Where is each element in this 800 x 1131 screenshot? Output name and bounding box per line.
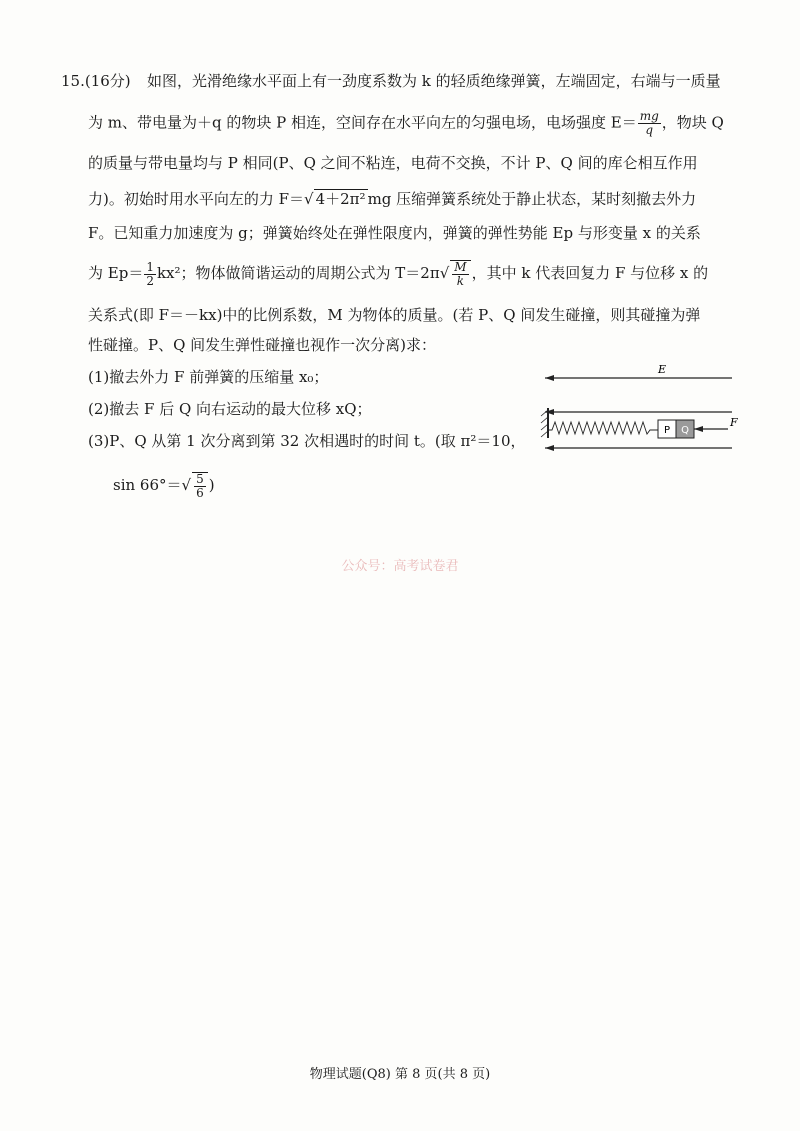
question-line-4: 力)。初始时用水平向左的力 F＝√ 4＋2π² mg 压缩弹簧系统处于静止状态，某时刻撤去外力 xyxy=(88,190,697,208)
question-line-3: 的质量与带电量均与 P 相同(P、Q 之间不粘连，电荷不交换，不计 P、Q 间的库仑相互作用 xyxy=(88,154,698,172)
block-q-label: Q xyxy=(681,425,689,436)
lower-field-arrowhead xyxy=(545,445,554,451)
question-line-1: 如图，光滑绝缘水平面上有一劲度系数为 k 的轻质绝缘弹簧，左端固定，右端与一质量 xyxy=(147,72,721,90)
part-3-continued: sin 66°＝√ $\frac{5}{6}$ ) xyxy=(113,472,215,500)
question-number: 15.(16分) xyxy=(61,72,131,90)
spring xyxy=(548,422,658,434)
spring-block-diagram xyxy=(540,360,740,460)
page-footer: 物理试题(Q8) 第 8 页(共 8 页) xyxy=(309,1067,491,1082)
field-strength-fraction: $\frac{mg}{q}$ xyxy=(639,109,659,137)
part-3: (3)P、Q 从第 1 次分离到第 32 次相遇时的时间 t。(取 π²＝10， xyxy=(88,432,526,450)
watermark: 公众号：高考试卷君 xyxy=(341,559,459,574)
part-2: (2)撤去 F 后 Q 向右运动的最大位移 xQ； xyxy=(88,400,372,418)
part-1: (1)撤去外力 F 前弹簧的压缩量 x₀； xyxy=(88,368,329,386)
force-arrowhead xyxy=(694,426,703,432)
question-line-5: F。已知重力加速度为 g；弹簧始终处在弹性限度内，弹簧的弹性势能 Ep 与形变量 x 的关系 xyxy=(88,224,701,242)
question-line-8: 性碰撞。P、Q 间发生弹性碰撞也视作一次分离)求： xyxy=(88,336,437,354)
question-line-7: 关系式(即 F＝－kx)中的比例系数，M 为物体的质量。(若 P、Q 间发生碰撞，则其碰撞为弹 xyxy=(88,306,701,324)
wall-hatching xyxy=(541,410,548,437)
upper-field-arrowhead xyxy=(545,409,554,415)
block-p-label: P xyxy=(663,425,671,436)
field-label: E xyxy=(658,363,667,376)
question-line-6: 为 Ep＝ $\frac{1}{2}$ kx²；物体做简谐运动的周期公式为 T＝2π√ $\frac{M}{k}$ ，其中 k 代表回复力 F 与位移 x 的 xyxy=(88,259,709,288)
question-line-2: 为 m、带电量为＋q 的物块 P 相连，空间存在水平向左的匀强电场，电场强度 E＝ $\frac{mg}{q}$ ，物块 Q xyxy=(88,109,724,137)
force-label: F xyxy=(730,416,738,429)
field-arrowhead xyxy=(545,375,554,381)
